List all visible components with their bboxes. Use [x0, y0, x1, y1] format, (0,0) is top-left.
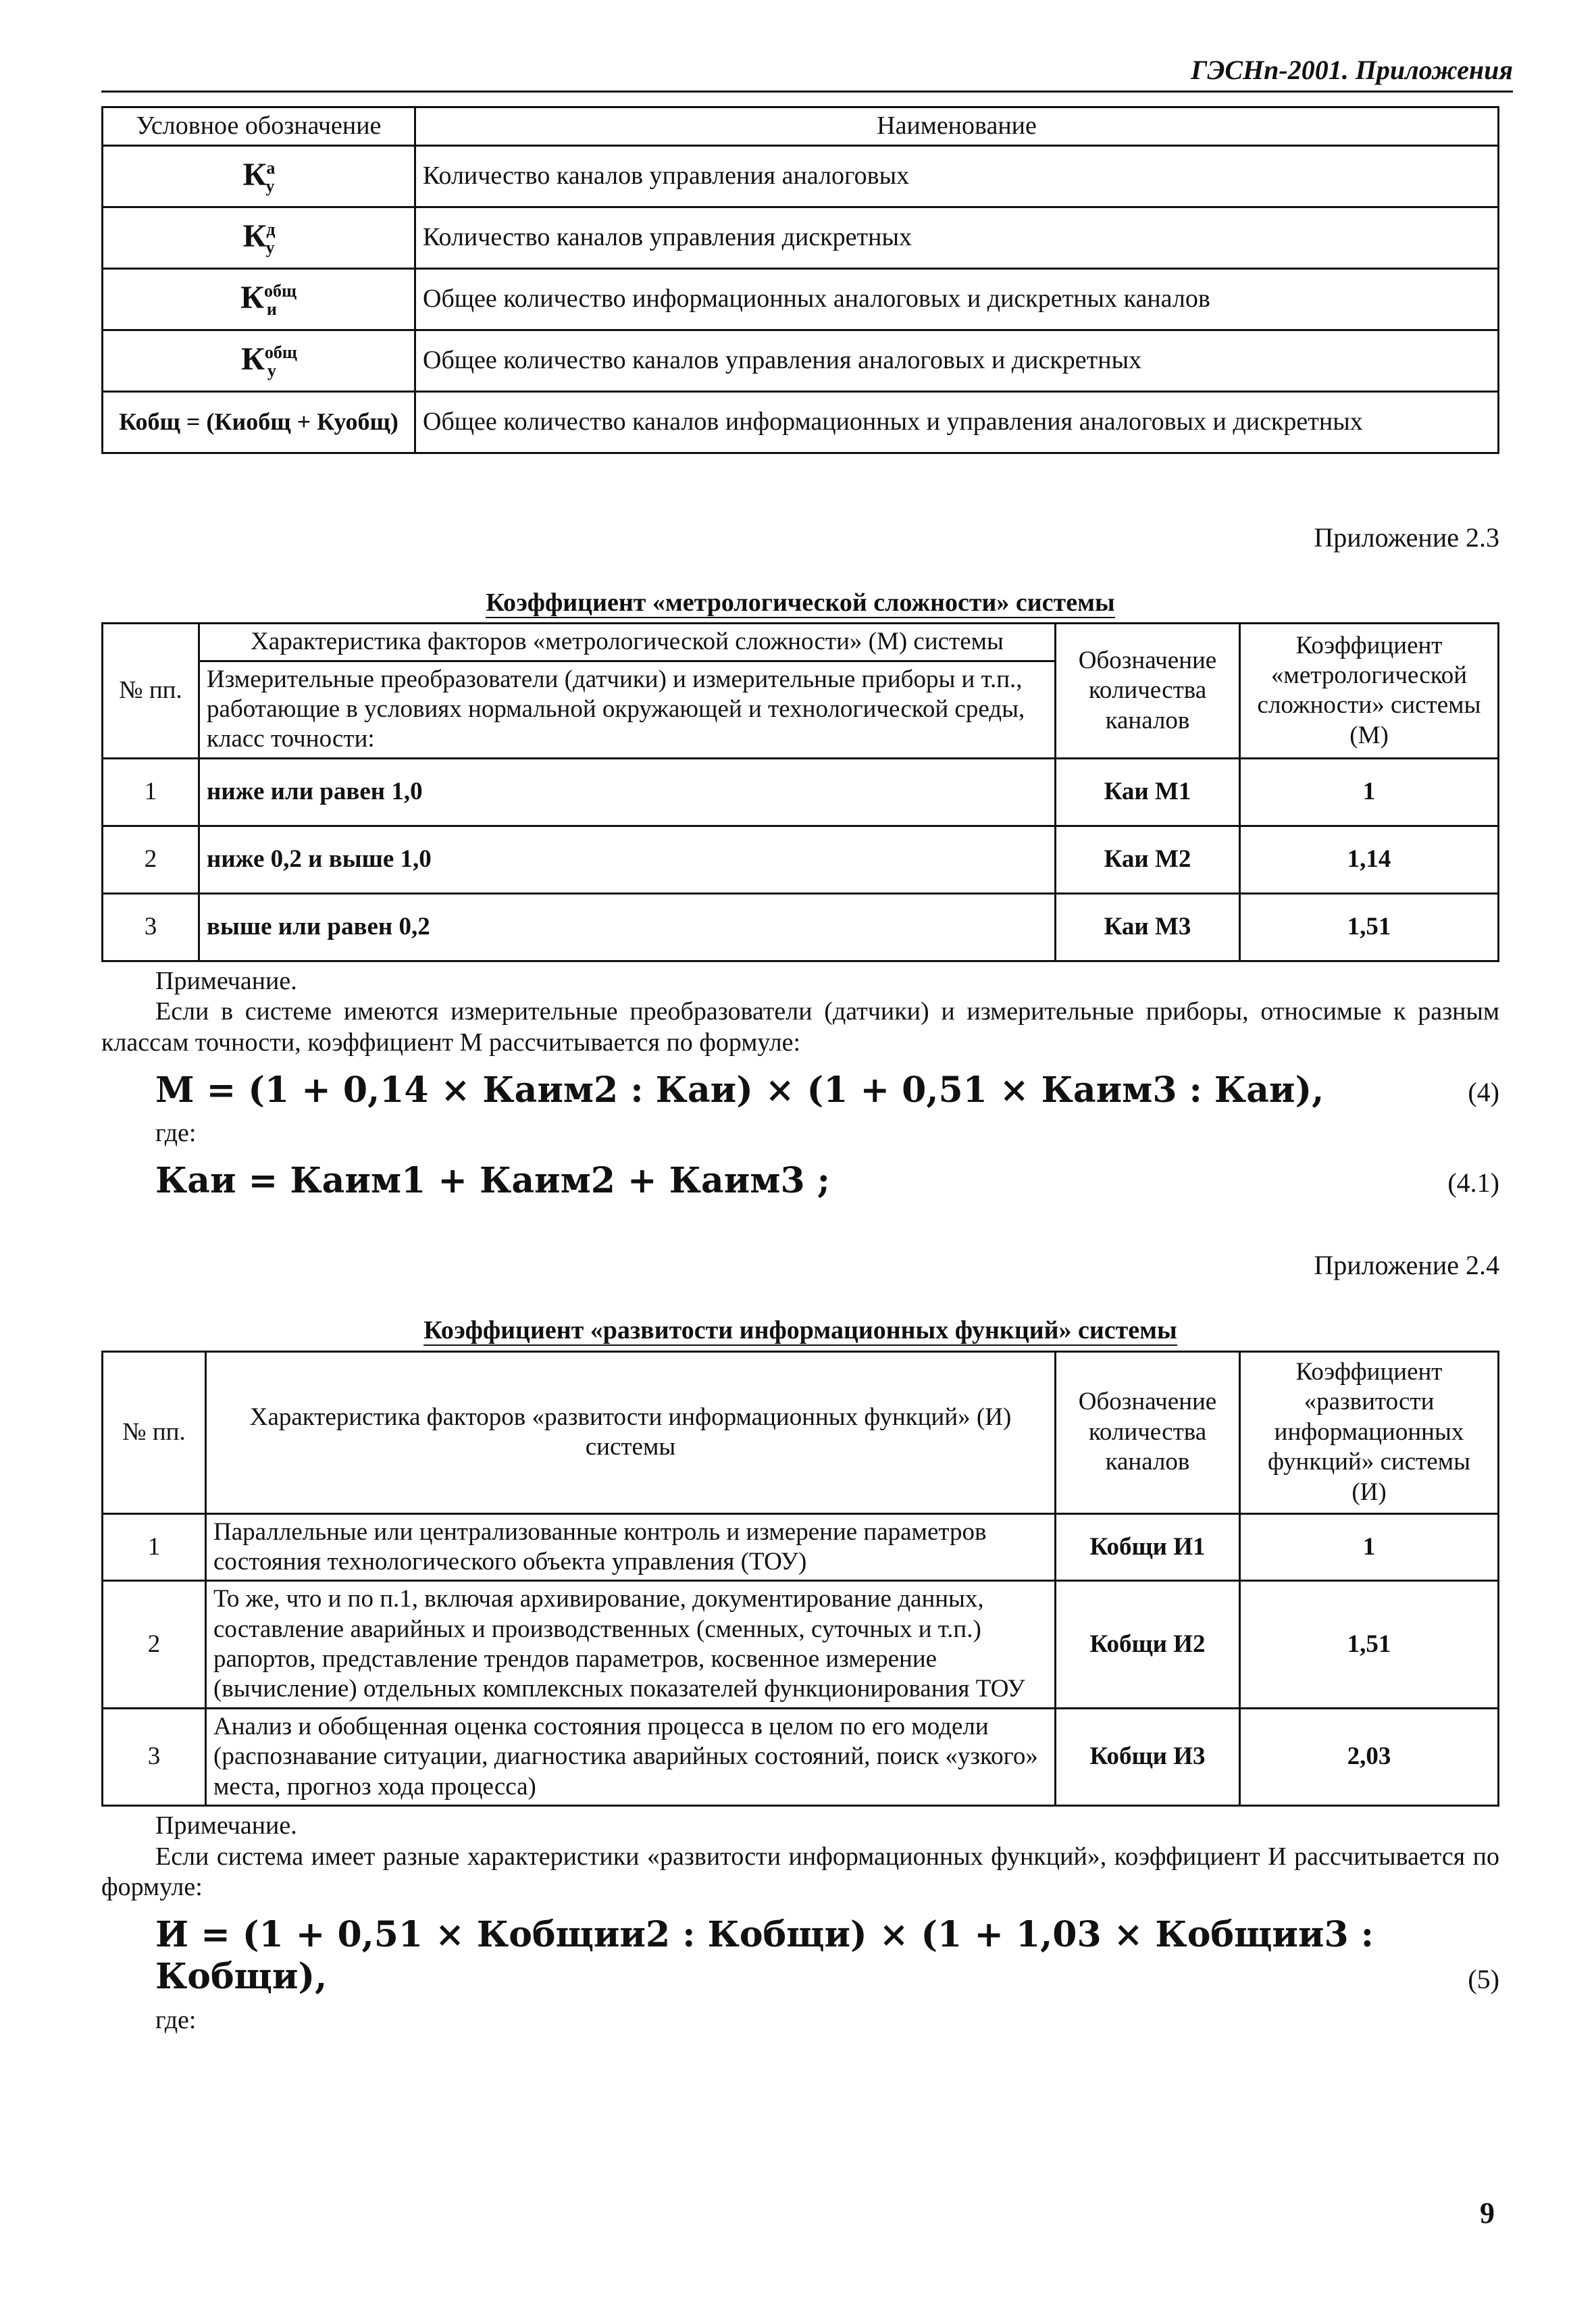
- header-designation: Обозначение количества каналов: [1056, 624, 1240, 759]
- formula-4-1-row: [155, 1160, 1499, 1202]
- note-text: Если в системе имеются измерительные преобразователи (датчики) и измерительные приборы, относимые к разным классам точности, коэффициент М рассчитывается по формуле:: [101, 997, 1499, 1057]
- table-row: [103, 1513, 1499, 1581]
- symbols-table: [101, 106, 1499, 454]
- equation-number: (4.1): [1447, 1167, 1499, 1198]
- symbol-cell: Кобщ = (Киобщ + Куобщ): [103, 391, 415, 453]
- header-coef: Коэффициент «развитости информационных функций» системы (И): [1240, 1351, 1499, 1513]
- row-coef: 1,51: [1240, 893, 1499, 961]
- row-symbol: Каи М1: [1056, 758, 1240, 826]
- row-num: 1: [103, 758, 199, 826]
- symbol-cell: $К^а_у$: [103, 145, 415, 207]
- row-coef: 1: [1240, 1513, 1499, 1581]
- table-row: [103, 391, 1499, 453]
- info-functions-table: [101, 1351, 1499, 1807]
- row-num: 2: [103, 1581, 206, 1709]
- header-coef: Коэффициент «метрологической сложности» системы (М): [1240, 624, 1499, 759]
- row-symbol: Каи М3: [1056, 893, 1240, 961]
- table-row: [103, 1708, 1499, 1805]
- table-row: [103, 1581, 1499, 1709]
- row-coef: 2,03: [1240, 1708, 1499, 1805]
- header-symbol: Условное обозначение: [103, 107, 415, 146]
- header-factor: Характеристика факторов «развитости информационных функций» (И) системы: [206, 1351, 1056, 1513]
- row-num: 3: [103, 1708, 206, 1805]
- equation-number: (4): [1468, 1076, 1499, 1107]
- formula-5: И = (1 + 0,51 × Кобщии2 : Кобщи) × (1 + 1,03 × Кобщии3 : Кобщи),: [155, 1913, 1374, 1998]
- note-label: Примечание.: [155, 1811, 297, 1840]
- row-symbol: Кобщи И2: [1056, 1581, 1240, 1709]
- row-text: ниже 0,2 и выше 1,0: [199, 826, 1056, 893]
- where-label: где:: [155, 1118, 197, 1147]
- table-row: [103, 758, 1499, 826]
- row-num: 2: [103, 826, 199, 893]
- metrology-table: [101, 622, 1499, 962]
- appendix-2-3-label: Приложение 2.3: [1314, 522, 1499, 553]
- header-num: № пп.: [103, 1351, 206, 1513]
- name-cell: Общее количество информационных аналоговых и дискретных каналов: [415, 268, 1499, 330]
- row-num: 3: [103, 893, 199, 961]
- table-header-row: [103, 1351, 1499, 1513]
- row-coef: 1,51: [1240, 1581, 1499, 1709]
- row-num: 1: [103, 1513, 206, 1581]
- symbol-cell: $К^{общ}_и$: [103, 268, 415, 330]
- formula-4-row: [155, 1070, 1499, 1111]
- running-head: ГЭСНп-2001. Приложения: [101, 54, 1513, 93]
- note-text: Если система имеет разные характеристики «развитости информационных функций», коэффициент И рассчитывается по формуле:: [101, 1842, 1499, 1902]
- subheader-factor: Измерительные преобразователи (датчики) и измерительные приборы и т.п., работающие в условиях нормальной окружающей и технологической среды, класс точности:: [199, 661, 1056, 758]
- equation-number: (5): [1468, 1963, 1499, 1994]
- name-cell: Количество каналов управления дискретных: [415, 207, 1499, 268]
- row-symbol: Кобщи И1: [1056, 1513, 1240, 1581]
- formula-5-row: [155, 1914, 1499, 1998]
- table-row: [103, 826, 1499, 893]
- table-header-row: [103, 624, 1499, 661]
- row-text: выше или равен 0,2: [199, 893, 1056, 961]
- header-factor: Характеристика факторов «метрологической сложности» (М) системы: [199, 624, 1056, 661]
- page: [101, 54, 1513, 2036]
- row-text: Параллельные или централизованные контроль и измерение параметров состояния технологического объекта управления (ТОУ): [206, 1513, 1056, 1581]
- formula-4-1: Каи = Каим1 + Каим2 + Каим3 ;: [155, 1159, 830, 1201]
- row-symbol: Каи М2: [1056, 826, 1240, 893]
- header-designation: Обозначение количества каналов: [1056, 1351, 1240, 1513]
- row-text: Анализ и обобщенная оценка состояния процесса в целом по его модели (распознавание ситуации, диагностика аварийных состояний, поиск «узкого» места, прогноз хода процесса): [206, 1708, 1056, 1805]
- page-number: 9: [1480, 2196, 1495, 2230]
- name-cell: Количество каналов управления аналоговых: [415, 145, 1499, 207]
- formula-4: М = (1 + 0,14 × Каим2 : Каи) × (1 + 0,51 × Каим3 : Каи),: [155, 1069, 1324, 1111]
- symbol-cell: $К^{общ}_у$: [103, 330, 415, 391]
- row-symbol: Кобщи И3: [1056, 1708, 1240, 1805]
- header-num: № пп.: [103, 624, 199, 759]
- row-coef: 1: [1240, 758, 1499, 826]
- table-row: [103, 268, 1499, 330]
- name-cell: Общее количество каналов информационных и управления аналоговых и дискретных: [415, 391, 1499, 453]
- header-name: Наименование: [415, 107, 1499, 146]
- note-label: Примечание.: [155, 966, 297, 995]
- row-text: То же, что и по п.1, включая архивирование, документирование данных, составление аварийных и производственных (сменных, суточных и т.п.) рапортов, представление трендов параметров, косвенное измерение (вычисление) отдельных комплексных показателей функционирования ТОУ: [206, 1581, 1056, 1709]
- appendix-2-4-label: Приложение 2.4: [1314, 1249, 1499, 1280]
- where-label: где:: [155, 2005, 197, 2034]
- symbol-cell: $К^д_у$: [103, 207, 415, 268]
- appendix-2-4-title: Коэффициент «развитости информационных функций» системы: [423, 1315, 1177, 1344]
- table-row: [103, 893, 1499, 961]
- row-coef: 1,14: [1240, 826, 1499, 893]
- row-text: ниже или равен 1,0: [199, 758, 1056, 826]
- table-row: [103, 145, 1499, 207]
- name-cell: Общее количество каналов управления аналоговых и дискретных: [415, 330, 1499, 391]
- table-row: [103, 330, 1499, 391]
- table-row: [103, 207, 1499, 268]
- appendix-2-3-title: Коэффициент «метрологической сложности» системы: [486, 588, 1115, 617]
- table-header-row: [103, 107, 1499, 146]
